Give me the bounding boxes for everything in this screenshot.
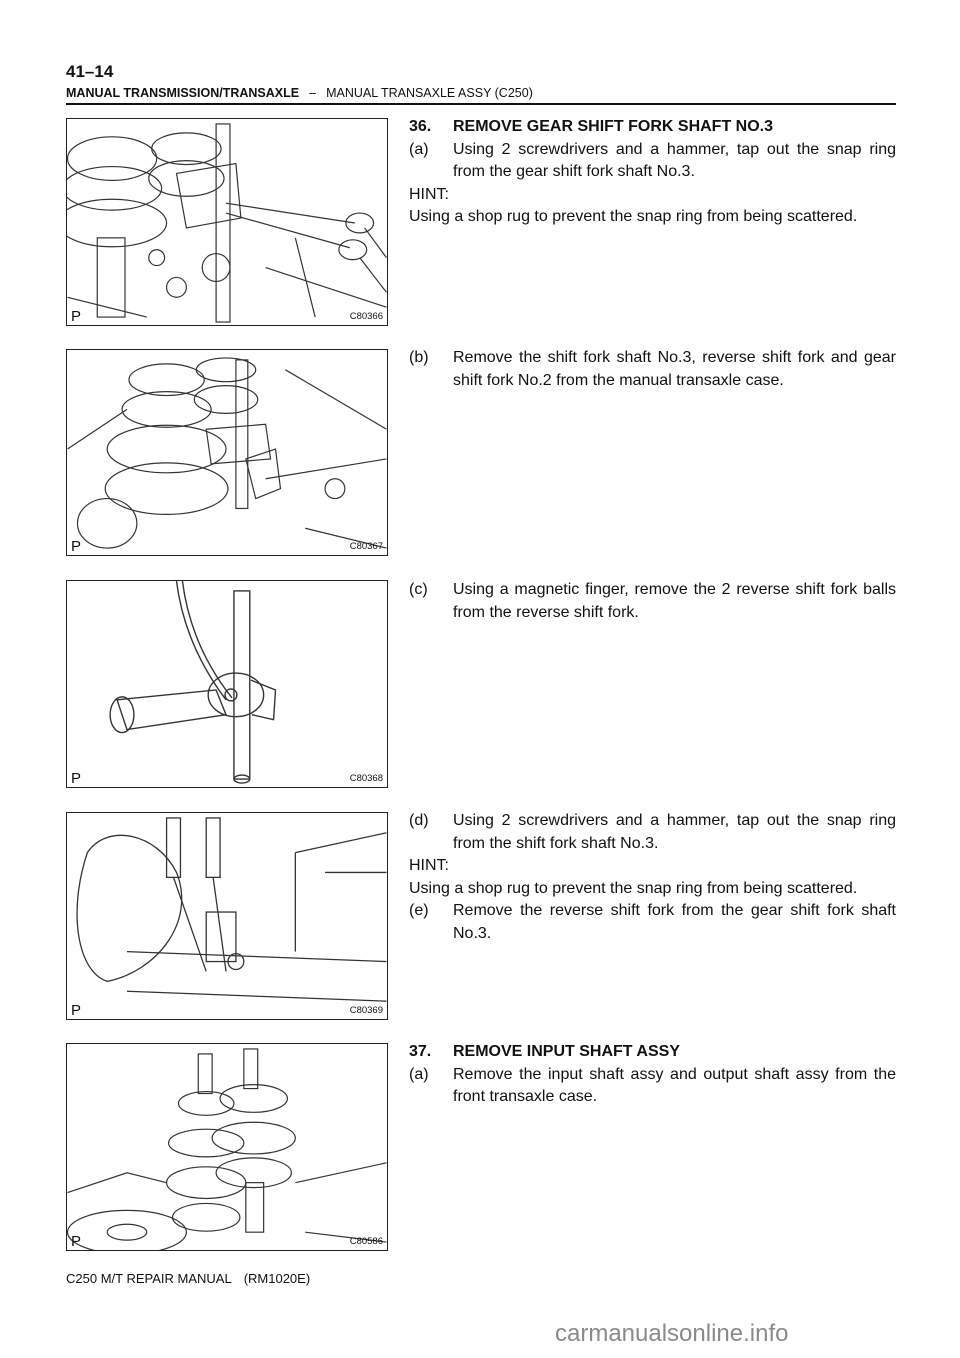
figure-c80586 — [66, 1043, 388, 1251]
substep-d — [409, 810, 896, 855]
section-title: MANUAL TRANSMISSION/TRANSAXLE — [66, 86, 300, 100]
hint-label: HINT: — [409, 857, 449, 874]
subsection-title: MANUAL TRANSAXLE ASSY (C250) — [326, 86, 533, 100]
figure-p-mark: P — [71, 1233, 82, 1250]
substep-b — [409, 347, 896, 392]
substep-a — [409, 1064, 896, 1109]
gear-shift-fork-shaft-illustration — [67, 119, 387, 325]
substep-text: Remove the reverse shift fork from the gear shift fork shaft No.3. — [453, 902, 896, 942]
substep-label: (a) — [409, 1065, 429, 1083]
step-number: 37. — [409, 1043, 432, 1060]
substep-label: (c) — [409, 581, 428, 598]
figure-c80367 — [66, 349, 388, 556]
step-37-heading — [409, 1041, 896, 1064]
substep-text: Remove the input shaft assy and output shaft assy from the front transaxle case. — [453, 1065, 896, 1105]
figure-p-mark: P — [71, 1002, 82, 1019]
figure-p-mark: P — [71, 308, 82, 325]
substep-d-e-block — [409, 810, 896, 945]
page-header — [66, 86, 896, 100]
step-36-heading — [409, 116, 896, 139]
step-title: REMOVE INPUT SHAFT ASSY — [453, 1043, 680, 1060]
substep-text: Using 2 screwdrivers and a hammer, tap out the snap ring from the gear shift fork shaft No.3. — [453, 140, 896, 180]
vise-snap-ring-illustration — [67, 813, 387, 1019]
substep-label: (e) — [409, 902, 429, 919]
step-title: REMOVE GEAR SHIFT FORK SHAFT NO.3 — [453, 118, 774, 135]
figure-c80366 — [66, 118, 388, 326]
page-number: 41–14 — [66, 62, 114, 81]
substep-b-block — [409, 347, 896, 392]
header-rule — [66, 103, 896, 105]
substep-label: (d) — [409, 812, 429, 829]
hint-text: Using a shop rug to prevent the snap ring from being scattered. — [409, 208, 858, 225]
substep-text: Using 2 screwdrivers and a hammer, tap out the snap ring from the shift fork shaft No.3. — [453, 812, 896, 852]
step-36-block — [409, 116, 896, 229]
figure-code: C80366 — [349, 311, 383, 322]
header-separator: – — [309, 86, 317, 100]
figure-c80368 — [66, 580, 388, 788]
figure-c80369 — [66, 812, 388, 1020]
substep-label: (a) — [409, 140, 429, 158]
substep-c — [409, 579, 896, 624]
substep-a — [409, 139, 896, 184]
manual-code: (RM1020E) — [243, 1271, 311, 1286]
figure-p-mark: P — [71, 770, 82, 787]
substep-text: Remove the shift fork shaft No.3, reverse shift fork and gear shift fork No.2 from the manual transaxle case. — [453, 349, 896, 389]
step-37-block — [409, 1041, 896, 1109]
shift-fork-removal-illustration — [67, 350, 387, 555]
magnetic-finger-illustration — [67, 581, 387, 787]
figure-code: C80368 — [349, 773, 383, 784]
watermark-text: carmanualsonline.info — [555, 1320, 789, 1347]
substep-text: Using a magnetic finger, remove the 2 reverse shift fork balls from the reverse shift fork. — [453, 581, 896, 621]
substep-label: (b) — [409, 349, 429, 366]
figure-code: C80369 — [349, 1005, 383, 1016]
figure-code: C80586 — [349, 1236, 383, 1247]
figure-p-mark: P — [71, 538, 82, 555]
hint-text: Using a shop rug to prevent the snap ring from being scattered. — [409, 879, 858, 897]
figure-code: C80367 — [349, 541, 383, 552]
hint-label: HINT: — [409, 185, 449, 203]
input-shaft-assy-illustration — [67, 1044, 387, 1250]
page-footer — [66, 1271, 310, 1286]
substep-e — [409, 900, 896, 945]
manual-title: C250 M/T REPAIR MANUAL — [66, 1271, 232, 1286]
step-number: 36. — [409, 118, 432, 135]
substep-c-block — [409, 579, 896, 624]
